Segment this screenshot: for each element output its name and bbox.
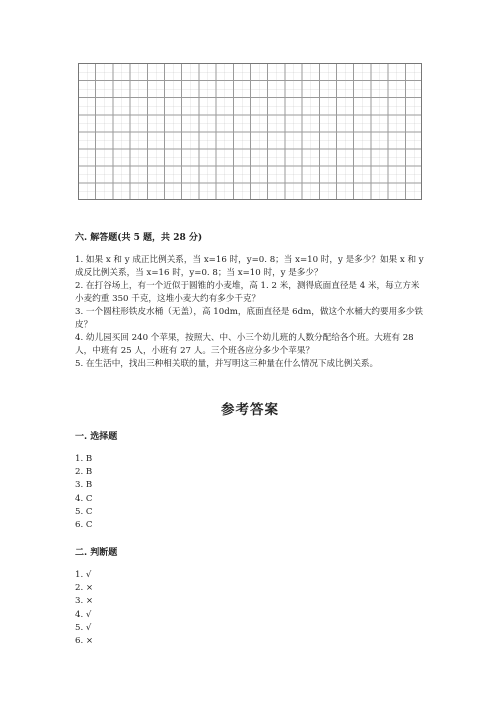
answer-item: 1. √ <box>75 570 92 580</box>
answer-item: 2. × <box>75 583 94 594</box>
answer-item: 5. C <box>75 506 93 517</box>
answer-item: 6. C <box>75 520 93 531</box>
answer-item: 6. × <box>75 636 94 647</box>
answer-item: 5. √ <box>75 622 92 633</box>
answer-item: 3. B <box>75 480 93 491</box>
question-5: 5. 在生活中，找出三种相关联的量，并写明这三种量在什么情况下成比例关系。 <box>75 359 379 369</box>
section6-title: 六. 解答题(共 5 题，共 28 分) <box>75 233 203 243</box>
answer-item: 3. × <box>75 596 94 607</box>
answer-item: 4. √ <box>75 609 92 620</box>
question-4: 4. 幼儿园买回 240 个苹果，按照大、中、小三个幼儿班的人数分配给各个班。大班有 28 人，中班有 25 人，小班有 27 人。三个班各应分多少个苹果？ <box>75 333 417 357</box>
answer-item: 2. B <box>75 467 93 478</box>
question-1: 1. 如果 x 和 y 成正比例关系，当 x=16 时，y=0. 8；当 x=10 时，y 是多少？如果 x 和 y 成反比例关系，当 x=16 时，y=0. 8；当 x=10 时，y 是多少？ <box>75 255 427 279</box>
answers-section1-list <box>75 453 93 532</box>
question-2: 2. 在打谷场上，有一个近似于圆锥的小麦堆，高 1. 2 米，测得底面直径是 4 米，每立方米小麦约重 350 千克，这堆小麦大约有多少千克？ <box>75 281 420 305</box>
writing-grid <box>78 63 422 200</box>
answers-title: 参考答案 <box>221 402 279 418</box>
answer-item: 4. C <box>75 493 93 504</box>
answers-section1-title: 一. 选择题 <box>75 432 118 442</box>
question-3: 3. 一个圆柱形铁皮水桶（无盖），高 10dm，底面直径是 6dm，做这个水桶大约要用多少铁皮？ <box>75 307 423 331</box>
answer-item: 1. B <box>75 454 93 464</box>
answers-section2-list <box>75 569 93 648</box>
answers-section2-title: 二. 判断题 <box>75 548 118 558</box>
